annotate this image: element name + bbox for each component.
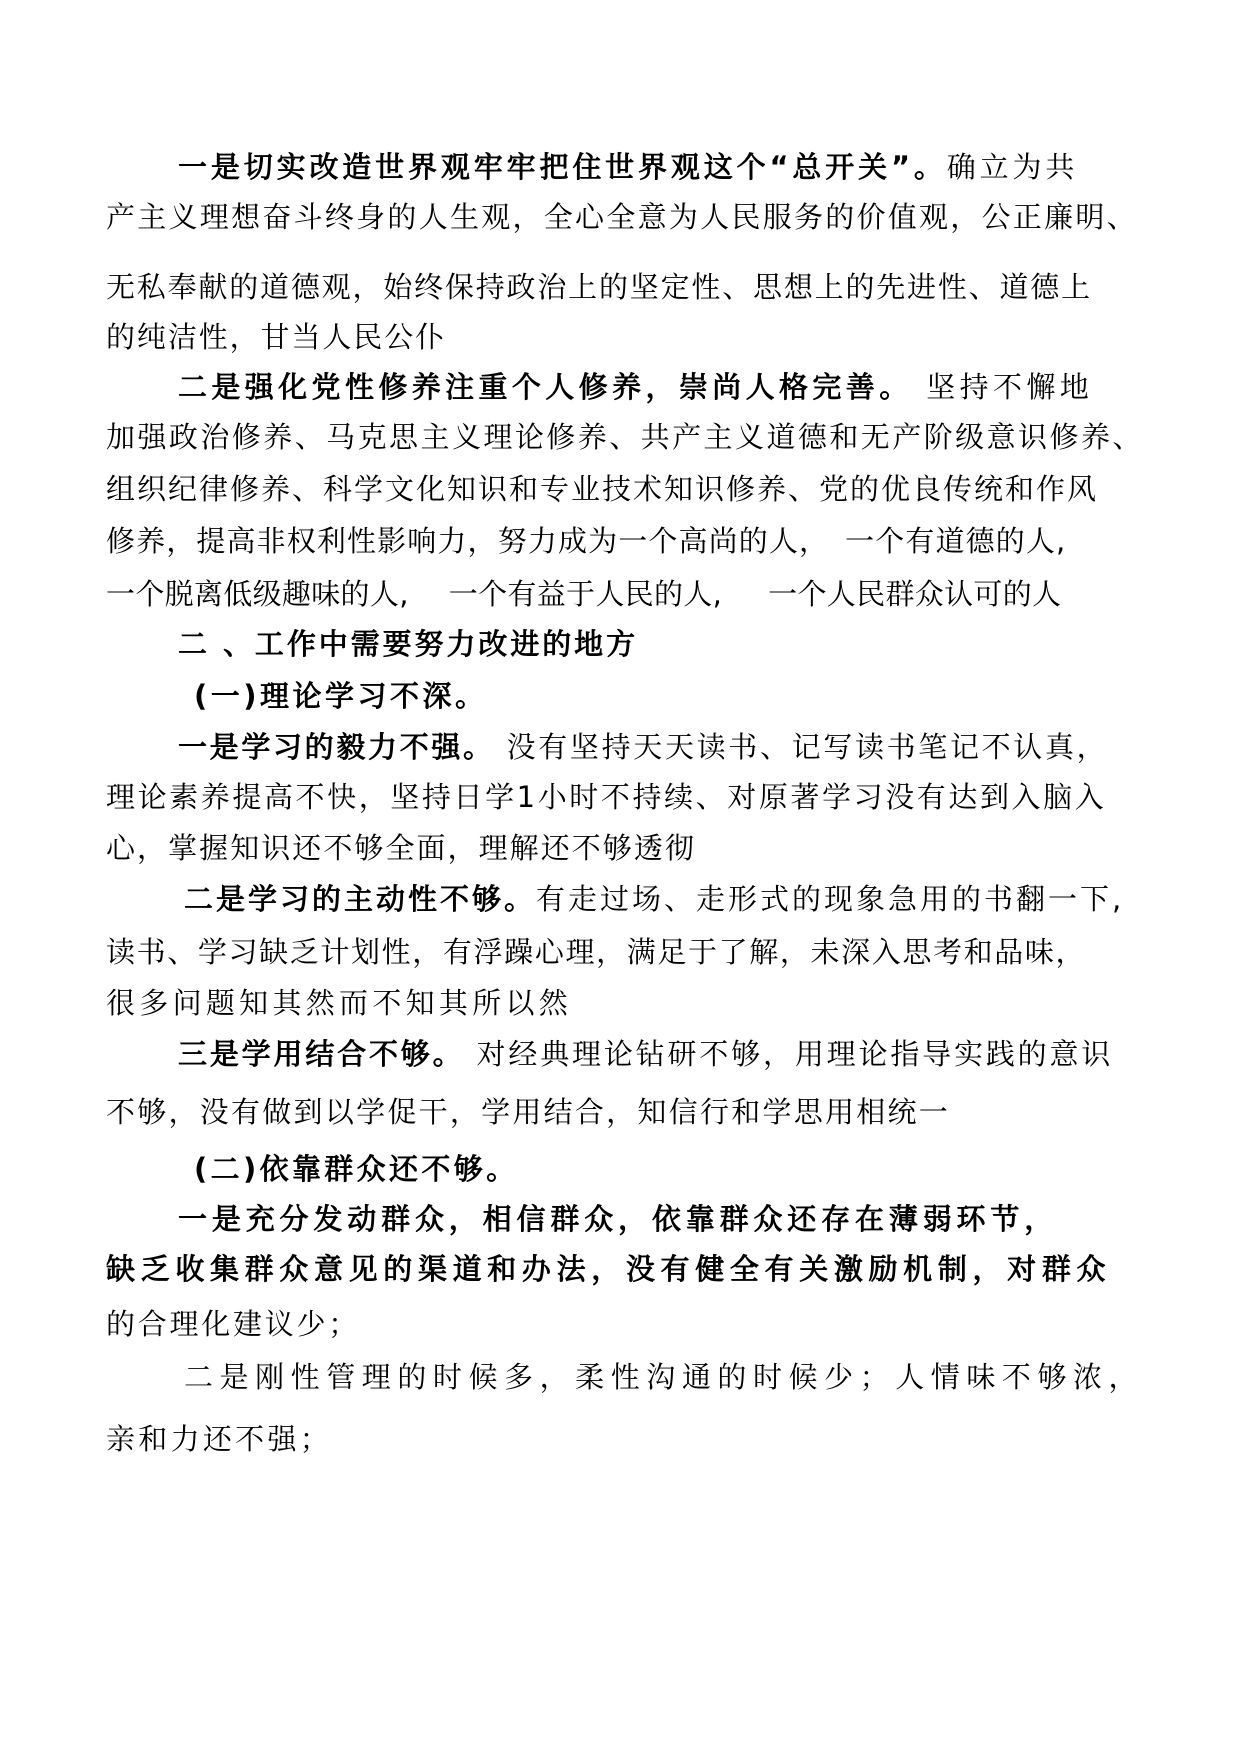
bold-heading-text: 二 、工作中需要努力改进的地方 [178, 627, 639, 661]
text-line [106, 268, 1092, 306]
body-text: 确立为共 [946, 150, 1079, 184]
body-text: 一个脱离低级趣味的人, [106, 577, 409, 611]
body-text: 心，掌握知识还不够全面，理解还不够透彻 [106, 831, 696, 865]
bold-heading-text: 一是充分发动群众，相信群众，依靠群众还存在薄弱环节， [178, 1202, 1059, 1236]
text-line [178, 728, 1108, 766]
text-line [106, 575, 1061, 613]
text-line [106, 829, 696, 867]
text-line [106, 198, 1138, 236]
bold-heading-text: (二)依靠群众还不够。 [194, 1152, 519, 1186]
text-line [106, 1250, 1111, 1288]
text-line [106, 522, 1066, 560]
text-line [106, 984, 572, 1022]
bold-heading-text: 二是强化党性修养注重个人修养，崇尚人格完善。 [178, 370, 913, 404]
body-text: 产主义理想奋斗终身的人生观，全心全意为人民服务的价值观，公正廉明、 [106, 200, 1138, 234]
text-line [178, 1035, 1113, 1073]
body-text: 很多问题知其然而不知其所以然 [106, 986, 573, 1020]
body-text: 对经典理论钻研不够，用理论指导实践的意识 [464, 1037, 1114, 1071]
body-text: 二是刚性管理的时候多，柔性沟通的时候少；人情味不够浓， [184, 1360, 1145, 1394]
body-text: 一个人民群众认可的人 [768, 577, 1062, 611]
body-text: 的合理化建议少； [106, 1307, 361, 1341]
bold-heading-text: 二是学习的主动性不够。 [184, 882, 537, 916]
text-line [178, 368, 1093, 406]
text-line [106, 1305, 360, 1343]
text-line [106, 778, 1106, 816]
body-text: 有走过场、走形式的现象急用的书翻一下, [536, 882, 1125, 916]
text-line [106, 1093, 950, 1131]
text-line [106, 418, 1144, 456]
text-line [106, 933, 1086, 971]
text-line [178, 148, 1078, 186]
body-text: 的纯洁性，甘当人民公仆 [106, 320, 447, 354]
text-line [106, 318, 446, 356]
body-text: 无私奉献的道德观，始终保持政治上的坚定性、思想上的先进性、道德上 [106, 270, 1092, 304]
bold-heading-text: (一)理论学习不深。 [194, 679, 488, 713]
text-line [178, 1200, 1058, 1238]
body-text: 不够，没有做到以学促干，学用结合，知信行和学思用相统一 [106, 1095, 951, 1129]
body-text: 亲和力还不强； [106, 1422, 333, 1456]
body-text: 一个有益于人民的人, [448, 577, 723, 611]
body-text: 坚持不懈地 [912, 370, 1094, 404]
body-text: 加强政治修养、马克思主义理论修养、共产主义道德和无产阶级意识修养、 [106, 420, 1144, 454]
bold-heading-text: 一是学习的毅力不强。 [178, 730, 495, 764]
body-text: 一个有道德的人, [845, 524, 1067, 558]
body-text: 读书、学习缺乏计划性，有浮躁心理，满足于了解，未深入思考和品味， [106, 935, 1087, 969]
text-line [106, 470, 1098, 508]
text-line [178, 625, 638, 663]
body-text: 组织纪律修养、科学文化知识和专业技术知识修养、党的优良传统和作风 [106, 472, 1099, 506]
text-line [194, 1150, 518, 1188]
text-line [184, 880, 1124, 918]
bold-heading-text: 三是学用结合不够。 [178, 1037, 465, 1071]
body-text: 修养，提高非权利性影响力，努力成为一个高尚的人， [106, 524, 830, 558]
bold-heading-text: 缺乏收集群众意见的渠道和办法，没有健全有关激励机制，对群众 [106, 1252, 1112, 1286]
bold-heading-text: 一是切实改造世界观牢牢把住世界观这个“总开关”。 [178, 150, 947, 184]
text-line [194, 677, 488, 715]
body-text: 没有坚持天天读书、记写读书笔记不认真， [494, 730, 1109, 764]
body-text: 理论素养提高不快，坚持日学1小时不持续、对原著学习没有达到入脑入 [106, 780, 1107, 814]
text-line [184, 1358, 1144, 1396]
text-line [106, 1420, 332, 1458]
